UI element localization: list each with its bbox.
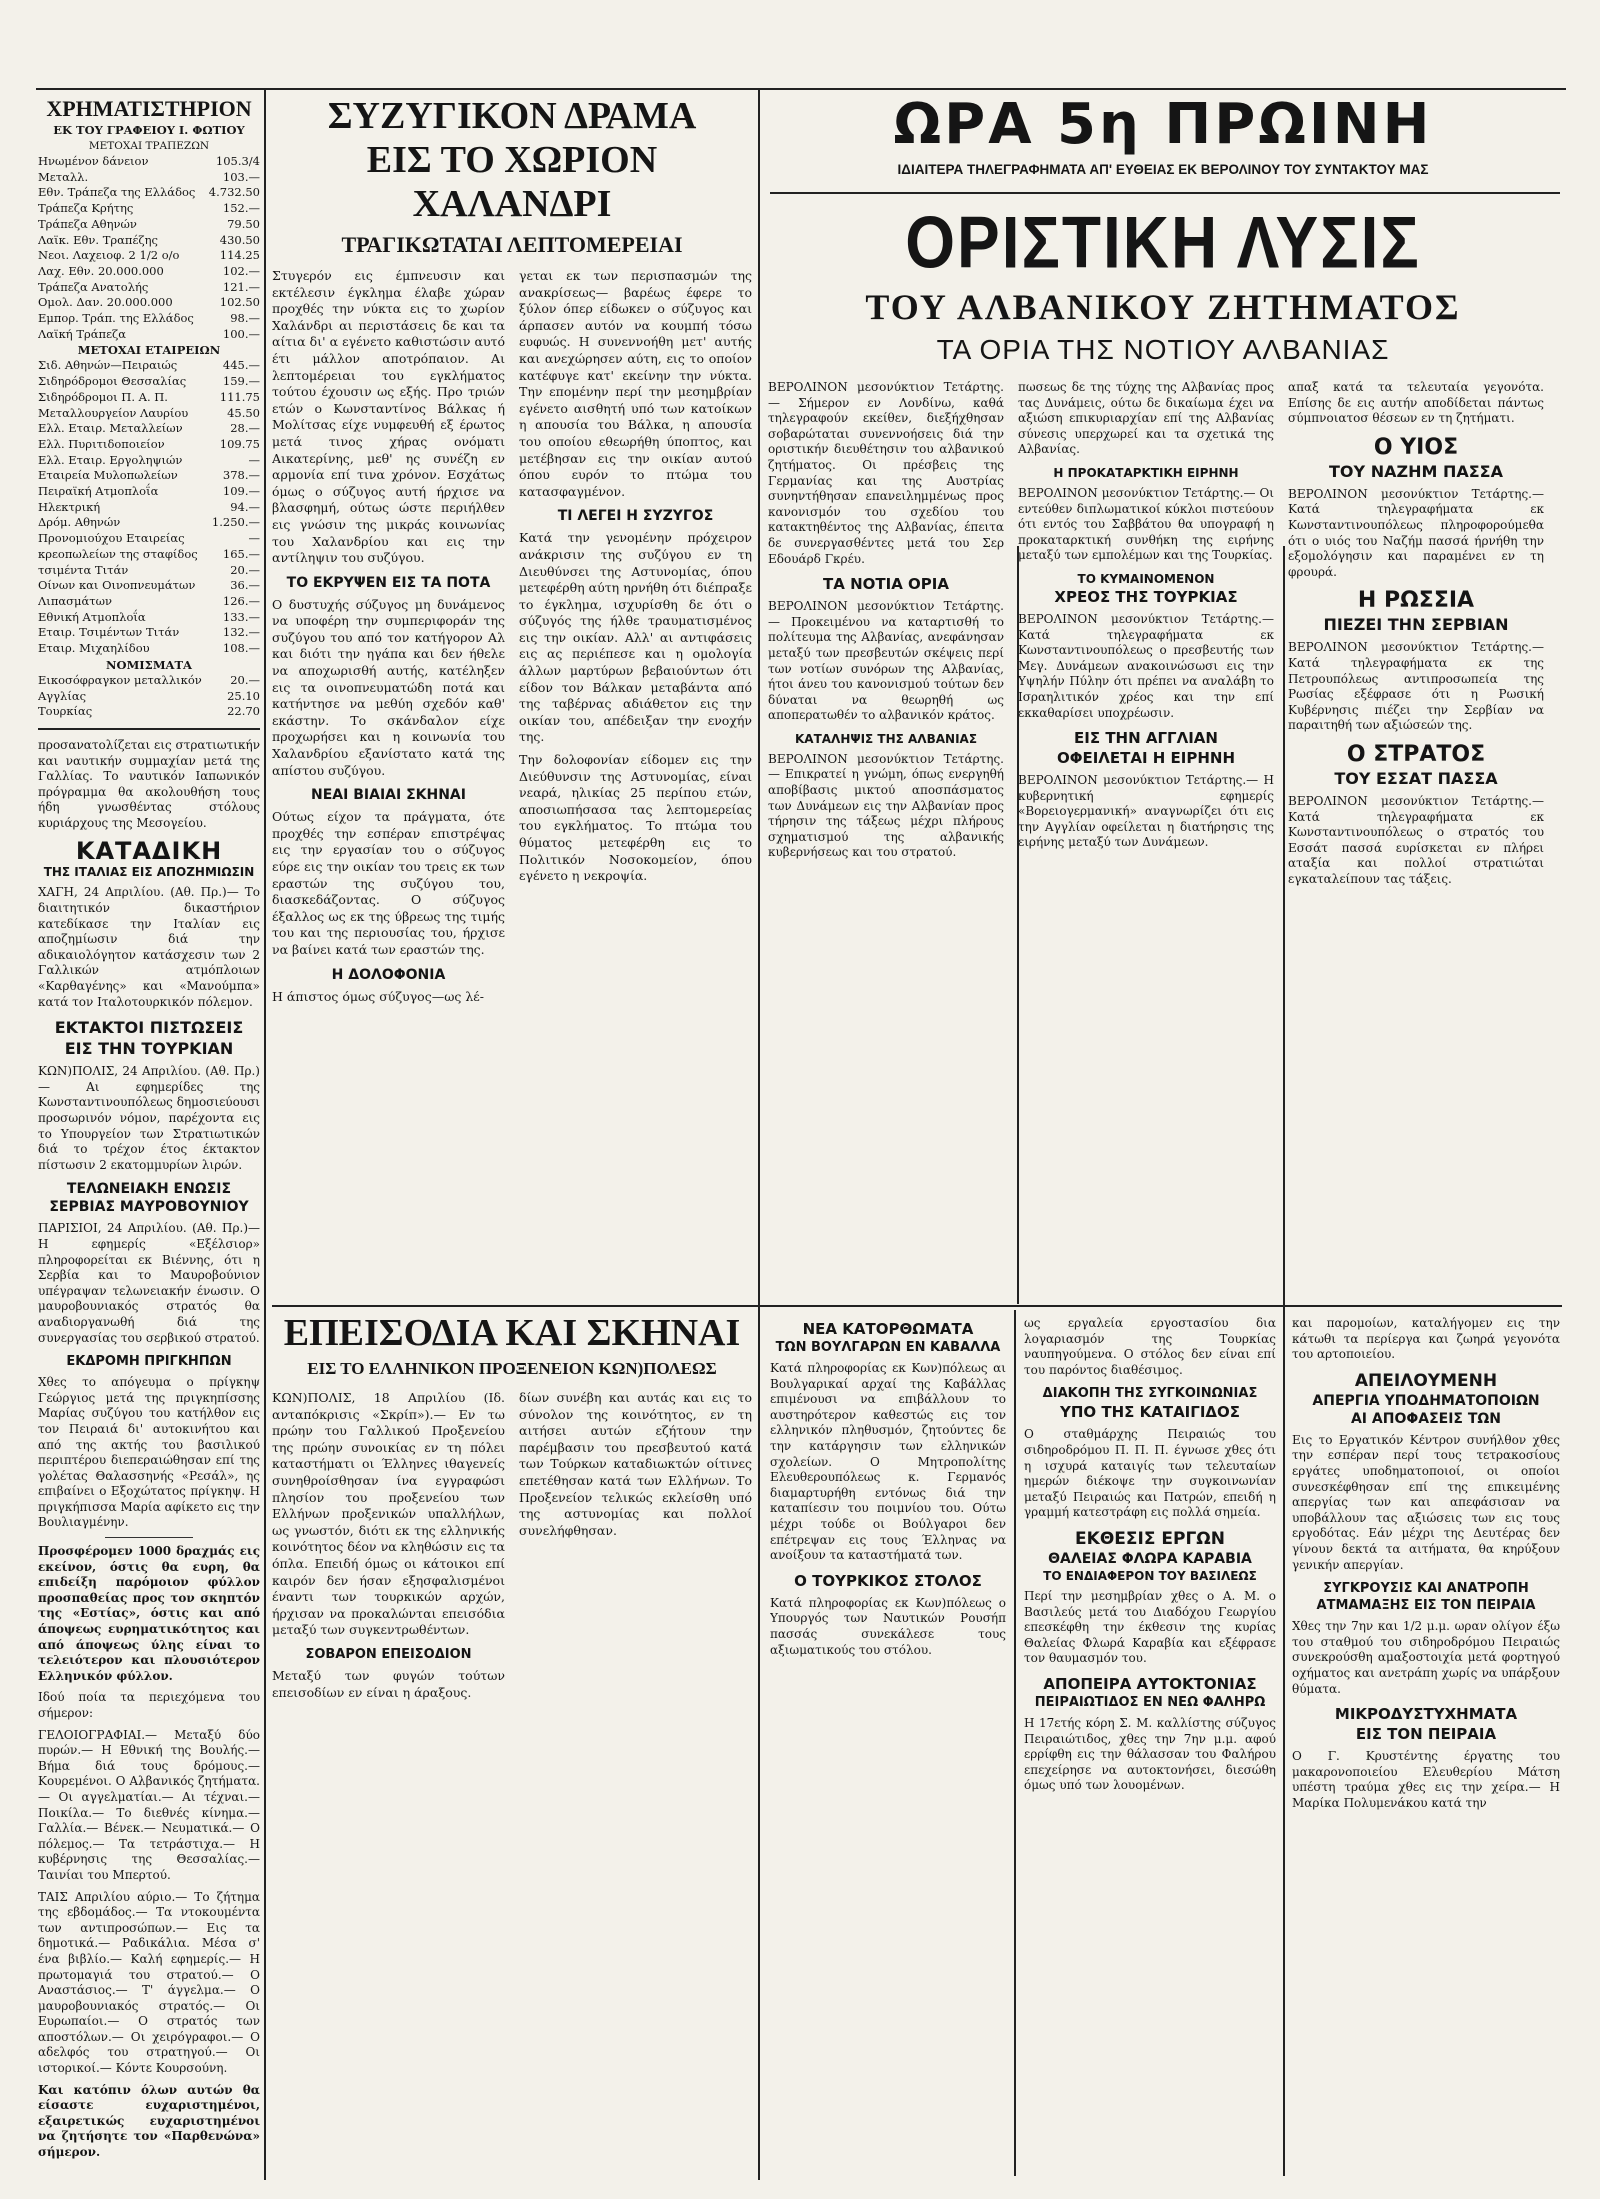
quote-row (38, 453, 260, 469)
quote-row (38, 358, 260, 374)
quote-row (38, 327, 260, 343)
quote-name: Προνομιούχου Εταιρείας (38, 531, 185, 546)
drama-sec4-text: Η άπιστος όμως σύζυγος—ως λέ- (272, 988, 484, 1004)
albania-subtitle: ΤΑ ΟΡΙΑ ΤΗΣ ΝΟΤΙΟΥ ΑΛΒΑΝΙΑΣ (936, 334, 1390, 365)
quote-row (38, 248, 260, 264)
england-title-2: ΟΦΕΙΛΕΤΑΙ Η ΕΙΡΗΝΗ (1056, 749, 1236, 768)
hour-title: ΩΡΑ 5η ΠΡΩΙΝΗ (893, 92, 1433, 157)
episodes-text-left: ΚΩΝ)ΠΟΛΙΣ, 18 Απριλίου (Ιδ. ανταπόκρισις «Σκρίπ»).— Εν τω πρώην του Γαλλικού Προξενείου της πρώην συνοικίας εν τη πόλει καταστήματι οι Έλληνες ιθαγενείς συνηθροίσθησαν ίνα εγγραφώσι πλησίον του προξενείου των Ελλήνων προξενικών υπαλλήλων, ως γνωστόν, διότι εκ της ελληνικής κοινότητος δέον να κληθώσιν εις τα όπλα. Επειδή όμως οι κάτοικοι επί καιρόν δεν ήσαν εξησφαλισμένοι έναντι των τουρκικών αρχών, ήρχισαν να προκαλώνται επεισόδια μεταξύ των συγκεντρωθέντων. (272, 1390, 505, 1638)
banks-table (38, 154, 260, 342)
kavala-title-1: ΝΕΑ ΚΑΤΟΡΘΩΜΑΤΑ (802, 1320, 974, 1338)
quote-row (38, 704, 260, 720)
quote-row (38, 295, 260, 311)
quote-value: 152.— (222, 201, 260, 216)
quote-name: Εθνική Ατμοπλοΐα (38, 609, 146, 624)
quote-name: Τράπεζα Κρήτης (38, 201, 134, 216)
quote-name: Τράπεζα Αθηνών (38, 216, 137, 231)
quote-name: Μεταλλουργείον Λαυρίου (38, 405, 189, 420)
quote-row (38, 641, 260, 657)
debt-title: ΤΟ ΚΥΜΑΙΝΟΜΕΝΟΝ (1077, 571, 1215, 586)
drama-sec1-text: Ο δυστυχής σύζυγος μη δυνάμενος να υποφέρη την συμπεριφοράν της συζύγου του από τον κατήγορον Αλ και διότι την ηγάπα και δεν ήθελε να αποχωρισθή αυτής, κατέληξεν εις τα οινοπνευματώδη ποτά και κατήντησε να μεθύη σχεδόν καθ' εκάστην. Το σκάνδαλον είχε προχωρήσει και η κοινωνία του Χαλανδρίου εξανίστατο κατά της απίστου συζύγου. (272, 596, 505, 778)
kavala-text: Κατά πληροφορίας εκ Κων)πόλεως αι Βουλγαρικαί αρχαί της Καβάλλας επιμένουσι να επιβάλλουν το αυστηρότερον καθεστώς εις τον ελληνικόν πληθυσμόν, ζητούντες δε την κατάργησιν των ελληνικών σχολείων. Ο Μητροπολίτης Ελευθερουπόλεως κ. Γερμανός διαμαρτυρήθη εντόνως διά την καταπίεσιν του ποιμνίου του. Ούτω μέχρι τούδε οι Βούλγαροι δεν επέτρεψαν εις τους Έλληνας να ανοίξουν τα καταστήματά των. (770, 1361, 1006, 1563)
quote-value: 28.— (230, 421, 260, 436)
banks-header: ΜΕΤΟΧΑΙ ΤΡΑΠΕΖΩΝ (88, 140, 210, 152)
top-rule (36, 88, 1566, 90)
quote-value: 109.75 (219, 436, 260, 451)
albania-text-c4: ΒΕΡΟΛΙΝΟΝ μεσονύκτιον Τετάρτης.— Κατά τηλεγραφήματα εκ Κωνσταντινουπόλεως ο στρατός του Εσσάτ πασσά ευρίσκεται εν πλήρει αταξία και πολλοί στρατιώται εγκαταλείπουν τας τάξεις. (1288, 793, 1544, 886)
strike-text: Εις το Εργατικόν Κέντρον συνήλθον χθες την εσπέραν περί τους τετρακοσίους εργάτες υποδηματοποιοί, οι οποίοι συνεσκέφθησαν επί της επικειμένης απεργίας των και απεφάσισαν να υποβάλλουν τας αξιώσεις των εις τους εργοδότας. Εάν μέχρι της Δευτέρας δεν γίνουν δεκτά τα αιτήματα, θα κηρύξουν γενικήν απεργίαν. (1292, 1432, 1560, 1572)
quote-value: 45.50 (227, 405, 260, 420)
albania-text-c2: ΒΕΡΟΛΙΝΟΝ μεσονύκτιον Τετάρτης.— Κατά τηλεγραφήματα εκ Κωνσταντινουπόλεως πληροφορούμεθα ότι ο υιός του Ναζήμ πασσά ήρνήθη την εξομολόγησιν και παραμένει εν τη φρουρά. (1288, 486, 1544, 579)
quote-row (38, 610, 260, 626)
quote-name: Ελλ. Πυριτιδοποιείον (38, 436, 165, 451)
albania-text-b3: ΒΕΡΟΛΙΝΟΝ μεσονύκτιον Τετάρτης.— Κατά τηλεγραφήματα εκ Κωνσταντινουπόλεως ο πρεσβευτής των Μεγ. Δυνάμεων ανακοινώσωσι εις την Υψηλήν Πύλην ότι πρέπει να αναλάβη το Ισραηλιτικόν χρέος και την επί εκκαθαρίσει υποχρέωσιν. (1018, 611, 1274, 720)
left-column (38, 92, 260, 2182)
suicide-text: Η 17ετής κόρη Σ. Μ. καλλίστης σύζυγος Πειραιώτιδος, χθες την 7ην μ.μ. αφού ερρίφθη εις την θάλασσαν του Φαλήρου επεχείρησε να αυτοκτονήσει, διεσώθη όμως υπό των λουομένων. (1024, 1715, 1276, 1793)
drama-sec3-text: Ούτως είχον τα πράγματα, ότε προχθές την εσπέραν επιστρέψας εις την εργασίαν του ο σύζυγος εύρε εις την οικίαν του τρεις εκ των εραστών της συζύγου του, διασκεδάζοντας. Ο σύζυγος έξαλλος ως εκ της ύβρεως της τιμής του και της περιουσίας του, ήρχισε να βαίνει κατά των εραστών της. (272, 809, 505, 957)
column-rule (1014, 1310, 1016, 2176)
quote-name: Εικοσόφραγκον μεταλλικόν (38, 672, 202, 687)
south-borders-title: ΤΑ ΝΟΤΙΑ ΟΡΙΑ (823, 575, 949, 594)
quote-name: Λαχ. Εθν. 20.000.000 (38, 263, 164, 278)
drama-sec1-title: ΤΟ ΕΚΡΥΨΕΝ ΕΙΣ ΤΑ ΠΟΤΑ (286, 574, 491, 591)
prince-text: Χθες το απόγευμα ο πρίγκηψ Γεώργιος μετά της πριγκηπίσσης Μαρίας συζύγου του κατήλθον εις τον Πειραιά δι' αυτοκινήτου και από της ακτής του βασιλικού περιπτέρου διεπεραιώθησαν επί της γολέτας Θαλασσηνής «Ρεσάλ», ης επιβαίνει ο Εξοχώτατος πρίγκηψ. Η πριγκήπισσα Μαρία αφίκετο εις την Βουλιαγμένην. (38, 1375, 260, 1530)
finance-subtitle: ΕΚ ΤΟΥ ΓΡΑΦΕΙΟΥ Ι. ΦΩΤΙΟΥ (53, 123, 245, 137)
tales-text: ΤΑΙΣ Απριλίου αύριο.— Το ζήτημα της εβδομάδος.— Τα ντοκουμέντα των αντιπροσώπων.— Εις τα δημοτικά.— Ραδικάλια. Μέσα σ' ένα βιβλίο.— Καλή εφημερίς.— Η πρωτομαγιά του στρατού.— Ο Αναστάσιος.— Τ' άγγελμα.— Ο μαυροβουνιακός στρατός.— Οι Ευρωπαίοι.— Ο στρατός των αποστόλων.— Οι χειρόγραφοι.— Ο αδελφός του στρατηγού.— Οι ιστορικοί.— Κόντε Κουρσούνη. (38, 1889, 260, 2076)
quote-name: Εταιρ. Μιχαηλίδου (38, 641, 150, 656)
quote-value: 114.25 (219, 248, 260, 263)
quote-row (38, 201, 260, 217)
collision-title-2: ΑΤΜΑΜΑΞΗΣ ΕΙΣ ΤΟΝ ΠΕΙΡΑΙΑ (1316, 1598, 1536, 1614)
quote-value: 133.— (222, 609, 260, 624)
quote-value: 430.50 (219, 232, 260, 247)
prince-title: ΕΚΔΡΟΜΗ ΠΡΙΓΚΗΠΩΝ (66, 1354, 232, 1370)
italy-text: ΧΑΓΗ, 24 Απριλίου. (Αθ. Πρ.)— Το διαιτητικόν δικαστήριον κατεδίκασε την Ιταλίαν εις αποζημίωσιν διά την αδικαιολόγητον κατάσχεσιν των 2 Γαλλικών ατμόπλοιων «Καρθαγένης» και «Μανούμπα» κατά τον Ιταλοτουρκικόν πόλεμον. (38, 885, 260, 1009)
debt-title-2: ΧΡΕΟΣ ΤΗΣ ΤΟΥΡΚΙΑΣ (1054, 587, 1238, 606)
episodes-title-2: ΕΙΣ ΤΟ ΕΛΛΗΝΙΚΟΝ ΠΡΟΞΕΝΕΙΟΝ ΚΩΝ)ΠΟΛΕΩΣ (307, 1359, 717, 1378)
expo-title-2: ΘΑΛΕΙΑΣ ΦΛΩΡΑ ΚΑΡΑΒΙΑ (1048, 1550, 1252, 1567)
serious-episode-title: ΣΟΒΑΡΟΝ ΕΠΕΙΣΟΔΙΟΝ (305, 1646, 472, 1662)
son-title-2: ΤΟΥ ΝΑΖΗΜ ΠΑΣΣΑ (1329, 461, 1503, 481)
quote-name: Τουρκίας (38, 704, 93, 719)
expo-title-1: ΕΚΘΕΣΙΣ ΕΡΓΩΝ (1075, 1528, 1225, 1549)
quote-row (38, 406, 260, 422)
quote-name: Πειραϊκή Ατμοπλοΐα (38, 484, 159, 499)
turkey-subtitle: ΕΙΣ ΤΗΝ ΤΟΥΡΚΙΑΝ (64, 1039, 234, 1059)
quote-value: 102.— (222, 263, 260, 278)
albania-text-b4: ΒΕΡΟΛΙΝΟΝ μεσονύκτιον Τετάρτης.— Η κυβερνητική εφημερίς «Βορειογερμανική» αναγνωρίζει ότι εις την Αγγλίαν οφείλεται η διατήρησις της ειρήνης μεταξύ των Δυνάμεων. (1018, 773, 1274, 850)
quote-value: 25.10 (227, 688, 260, 703)
quote-name: Λιπασμάτων (38, 593, 112, 608)
drama-article (272, 92, 752, 1302)
minor-text: Ο Γ. Κρυστέντης έργατης του μακαρονοποιείου Ελευθερίου Μάτση υπέστη τραύμα χθες εις την χείρα.— Η Μαρίκα Πολυμενάκου κατά την (1292, 1749, 1560, 1810)
kavala-article (770, 1310, 1006, 2180)
companies-header: ΜΕΤΟΧΑΙ ΕΤΑΙΡΕΙΩΝ (77, 343, 221, 358)
column-rule (758, 90, 760, 2180)
column-rule (264, 90, 266, 2180)
strike-title-2: ΑΠΕΡΓΙΑ ΥΠΟΔΗΜΑΤΟΠΟΙΩΝ (1312, 1392, 1540, 1409)
hour-subtitle: ΙΔΙΑΙΤΕΡΑ ΤΗΛΕΓΡΑΦΗΜΑΤΑ ΑΠ' ΕΥΘΕΙΑΣ ΕΚ ΒΕΡΟΛΙΝΟΥ ΤΟΥ ΣΥΝΤΑΚΤΟΥ ΜΑΣ (897, 162, 1429, 177)
expo-text: Περί την μεσημβρίαν χθες ο Α. Μ. ο Βασιλεύς μετά του Διαδόχου Γεωργίου επεσκέφθη την έκθεσιν της κυρίας Θαλείας Φλωρά Καραβία και εξέφρασε τον θαυμασμόν του. (1024, 1588, 1276, 1666)
quote-row (38, 311, 260, 327)
quote-name: Ηλεκτρική (38, 499, 101, 514)
quote-name: Δρόμ. Αθηνών (38, 515, 121, 530)
quote-value: 100.— (222, 326, 260, 341)
quote-value: 132.— (222, 625, 260, 640)
russia-title-2: ΠΙΕΖΕΙ ΤΗΝ ΣΕΡΒΙΑΝ (1323, 615, 1509, 635)
quote-row (38, 689, 260, 705)
suicide-title-1: ΑΠΟΠΕΙΡΑ ΑΥΤΟΚΤΟΝΙΑΣ (1043, 1674, 1257, 1693)
currencies-header: ΝΟΜΙΣΜΑΤΑ (106, 657, 192, 672)
quote-row (38, 484, 260, 500)
quote-value: — (248, 531, 260, 546)
episodes-title-1: ΕΠΕΙΣΟΔΙΑ ΚΑΙ ΣΚΗΝΑΙ (283, 1312, 741, 1354)
quote-row (38, 625, 260, 641)
quote-name: Σιδ. Αθηνών—Πειραιώς (38, 358, 178, 373)
quote-row (38, 531, 260, 547)
expo-subtitle: ΤΟ ΕΝΔΙΑΦΕΡΟΝ ΤΟΥ ΒΑΣΙΛΕΩΣ (1043, 1568, 1257, 1583)
right-low-column (1292, 1310, 1560, 2180)
quote-value: 94.— (230, 499, 260, 514)
comms-title-1: ΔΙΑΚΟΠΗ ΤΗΣ ΣΥΓΚΟΙΝΩΝΙΑΣ (1042, 1386, 1258, 1402)
england-title: ΕΙΣ ΤΗΝ ΑΓΓΛΙΑΝ (1074, 729, 1218, 748)
episodes-article (272, 1310, 752, 2180)
quote-value: 20.— (230, 672, 260, 687)
serbia-subtitle: ΣΕΡΒΙΑΣ ΜΑΥΡΟΒΟΥΝΙΟΥ (49, 1199, 249, 1216)
albania-title-2: ΤΟΥ ΑΛΒΑΝΙΚΟΥ ΖΗΤΗΜΑΤΟΣ (865, 287, 1461, 327)
quote-name: κρεοπωλείων της σταφίδος (38, 546, 198, 561)
fleet-title: Ο ΤΟΥΡΚΙΚΟΣ ΣΤΟΛΟΣ (794, 1571, 982, 1590)
quote-name: Μεταλλ. (38, 169, 89, 184)
contents-text: ΓΕΛΟΙΟΓΡΑΦΙΑΙ.— Μεταξύ δύο πυρών.— Η Εθνική της Βουλής.— Βήμα διά τους δρόμους.— Κουρεμένοι. Ο Αλβανικός ζητήματα.— Οι αγγελματίαι.— Αι τέχναι.— Ποικίλα.— Το διεθνές κίνημα.— Γαλλία.— Βένεκ.— Νευματικά.— Ο πόλεμος.— Τα τετράστιχα.— Η κυβέρνησις της Θεσσαλίας.— Ταινίαι του Μπερτού. (38, 1727, 260, 1882)
intro-text: προσανατολίζεται εις στρατιωτικήν και ναυτικήν συμμαχίαν μετά της Γαλλίας. Το ναυτικόν Ιαπωνικόν πρόγραμμα θα ακολουθήση τους ήδη γνωσθέντας στόλους κυριάρχους της Μεσογείου. (38, 737, 260, 830)
comms-title-2: ΥΠΟ ΤΗΣ ΚΑΤΑΙΓΙΔΟΣ (1059, 1403, 1241, 1422)
quote-value: 103.— (222, 169, 260, 184)
quote-row (38, 468, 260, 484)
quote-row (38, 170, 260, 186)
quote-value: 1.250.— (211, 515, 260, 530)
quote-value: 22.70 (227, 704, 260, 719)
quote-value: 105.3/4 (215, 154, 260, 168)
albania-article (768, 200, 1558, 1300)
quote-value: 126.— (222, 593, 260, 608)
quote-row (38, 280, 260, 296)
comms-text: Ο σταθμάρχης Πειραιώς του σιδηροδρόμου Π. Π. Π. έγνωσε χθες ότι η ισχυρά καταιγίς των τελευταίων ημερών διέκοψε την συγκοινωνίαν μεταξύ Πειραιώς και Πατρών, επειδή η γραμμή κατεστράφη εις πολλά σημεία. (1024, 1427, 1276, 1520)
quote-row (38, 390, 260, 406)
albania-text-c3: ΒΕΡΟΛΙΝΟΝ μεσονύκτιον Τετάρτης.— Κατά τηλεγραφήματα εκ της Πετρουπόλεως αντιπροσωπεία της Ρωσίας εξέφρασε ότι η Ρωσική Κυβέρνησις πιέζει την Σερβίαν να παραιτηθή των αξιώσεών της. (1288, 640, 1544, 733)
quote-name: Οίνων και Οινοπνευμάτων (38, 578, 196, 593)
section-rule (272, 1305, 1562, 1307)
quote-row (38, 547, 260, 563)
quote-name: Αγγλίας (38, 688, 87, 703)
comms-article (1024, 1310, 1276, 2180)
right-low-intro: και παρομοίων, καταλήγομεν εις την κάτωθι τα περίεργα και ζωηρά γεγονότα του αρτοποιείου. (1292, 1316, 1560, 1362)
quote-name: Εμπορ. Τράπ. της Ελλάδος (38, 311, 194, 326)
drama-sec2-text: Κατά την γενομένην πρόχειρον ανάκρισιν της συζύγου εν τη Διευθύνσει της Αστυνομίας, όπου μετεφέρθη αύτη ηρνήθη ότι διέπραξε το έγκλημα, ισχυρίσθη δε ότι ο σύζυγός της ήλθε τραυματισμένος εις την οικίαν. Αλλ' αι αντιφάσεις εις ας περιέπεσε και η ομολογία άλλων μαρτύρων βεβαιούντων ότι είδον τον Βάλκαν μεταβάντα από της ταβέρνας αδιάθετον εις την οικίαν του, απέδειξαν την ενοχήν της. (519, 530, 752, 745)
seize-title: ΚΑΤΑΛΗΨΙΣ ΤΗΣ ΑΛΒΑΝΙΑΣ (794, 731, 978, 746)
quote-value: 109.— (222, 484, 260, 499)
drama-text-right: γεται εκ των περισπασμών της ανακρίσεως— βαρέως έφερε το ξύλον όπερ είδωκεν ο σύζυγος και άρπασεν αυτόν να κουμπή τόσω ευφυώς. Η συνεννοήθη μετ' αυτής και ανεχώρησεν αύτη, εις το οποίον κατέφυγε κατ' εκείνην την νύκτα. Την επομένην περί την μεσημβρίαν εγένετο αισθητή υπό των κατοίκων η απουσία του Βάλκα, η απουσία του οποίου εθεωρήθη ύποπτος, και μετέβησαν εις την οικίαν αυτού όπου ευρόν το πτώμα του κατασφαγμένον. (519, 268, 752, 499)
albania-text-b2: ΒΕΡΟΛΙΝΟΝ μεσονύκτιον Τετάρτης.— Οι εντεύθεν διπλωματικοί κύκλοι πιστεύουν ότι εντός του Σαββάτου θα υπογραφή η προκαταρκτική συνθήκη της ειρήνης μεταξύ των εμπολέμων και της Τουρκίας. (1018, 485, 1274, 563)
quote-row (38, 154, 260, 170)
quote-row (38, 673, 260, 689)
drama-title-1: ΣΥΖΥΓΙΚΟΝ ΔΡΑΜΑ (327, 95, 697, 137)
albania-text-a3: ΒΕΡΟΛΙΝΟΝ μεσονύκτιον Τετάρτης.— Επικρατεί η γνώμη, όπως ενεργηθή αποβίβασις μικτού αποσπάσματος των Δυνάμεων εις την Αλβανίαν προς τήρησιν της τάξεως μέχρι πλήρους σχηματισμού της αλβανικής κυβερνήσεως και του στρατού. (768, 751, 1004, 860)
albania-text-c: απαξ κατά τα τελευταία γεγονότα. Επίσης δε εις αυτήν αποδίδεται πάντως σύμπνοιατοσ θέσεων εν τη ζητήματι. (1288, 380, 1544, 426)
quote-name: Ελλ. Εταιρ. Εργοληψιών (38, 452, 183, 467)
quote-value: 102.50 (219, 295, 260, 310)
quote-name: Εθν. Τράπεζα της Ελλάδος (38, 185, 196, 200)
serious-episode-text: Μεταξύ των φυγών τούτων επεισοδίων εν είναι η άραξους. (272, 1667, 505, 1700)
collision-title-1: ΣΥΓΚΡΟΥΣΙΣ ΚΑΙ ΑΝΑΤΡΟΠΗ (1323, 1581, 1529, 1597)
quote-value: 159.— (222, 374, 260, 389)
quote-row (38, 578, 260, 594)
quote-row (38, 594, 260, 610)
minor-title-1: ΜΙΚΡΟΔΥΣΤΥΧΗΜΑΤΑ (1334, 1705, 1518, 1724)
offer-text: Προσφέρομεν 1000 δραχμάς εις εκείνον, όστις θα ευρη, θα επιδείξη παρόμοιον φύλλον προσπαθείας προς τον σκηπτόν της «Εστίας», όστις και από άποψεως ευρηματικότητος και από άποψεως ύλης είναι το τελειότερον και πλουσιότερον Ελληνικόν φύλλον. (38, 1544, 260, 1683)
strike-title-3: ΑΙ ΑΠΟΦΑΣΕΙΣ ΤΩΝ (1350, 1410, 1502, 1427)
quote-value: 121.— (222, 279, 260, 294)
italy-subtitle: ΤΗΣ ΙΤΑΛΙΑΣ ΕΙΣ ΑΠΟΖΗΜΙΩΣΙΝ (43, 865, 255, 880)
turkey-title: ΕΚΤΑΚΤΟΙ ΠΙΣΤΩΣΕΙΣ (54, 1018, 244, 1038)
currencies-table (38, 673, 260, 720)
italy-title: ΚΑΤΑΔΙΚΗ (75, 837, 223, 866)
quote-value: 4.732.50 (208, 185, 260, 200)
hour-banner (768, 92, 1558, 192)
quote-value: 79.50 (227, 216, 260, 231)
drama-subtitle: ΤΡΑΓΙΚΩΤΑΤΑΙ ΛΕΠΤΟΜΕΡΕΙΑΙ (341, 232, 683, 257)
quote-value: 165.— (222, 546, 260, 561)
minor-title-2: ΕΙΣ ΤΟΝ ΠΕΙΡΑΙΑ (1355, 1725, 1497, 1744)
quote-row (38, 217, 260, 233)
quote-name: Νεοι. Λαχειοφ. 2 1/2 ο/ο (38, 248, 180, 263)
quote-row (38, 421, 260, 437)
quote-name: Σιδηρόδρομοι Θεσσαλίας (38, 374, 187, 389)
serbia-text: ΠΑΡΙΣΙΟΙ, 24 Απριλίου. (Αθ. Πρ.)— Η εφημερίς «Εξέλσιορ» πληροφορείται εκ Βιέννης, ότι η Σερβία και το Μαυροβούνιον υπέγραψαν τελωνειακήν ένωσιν. Ο μαυροβουνιακός στρατός θα αναδιοργανωθή διά της συνεργασίας του σερβικού στρατού. (38, 1221, 260, 1345)
suicide-title-2: ΠΕΙΡΑΙΩΤΙΔΟΣ ΕΝ ΝΕΩ ΦΑΛΗΡΩ (1034, 1694, 1266, 1710)
quote-name: Ελλ. Εταιρ. Μεταλλείων (38, 421, 183, 436)
quote-name: Λαϊκή Τράπεζα (38, 326, 127, 341)
quote-name: Τράπεζα Ανατολής (38, 279, 149, 294)
peace-title: Η ΠΡΟΚΑΤΑΡΚΤΙΚΗ ΕΙΡΗΝΗ (1053, 465, 1239, 480)
quote-name: Εταιρεία Μυλοπωλείων (38, 468, 178, 483)
quote-row (38, 515, 260, 531)
drama-sec4-title: Η ΔΟΛΟΦΟΝΙΑ (331, 966, 446, 983)
quote-value: 445.— (222, 358, 260, 373)
quote-row (38, 563, 260, 579)
strike-title-1: ΑΠΕΙΛΟΥΜΕΝΗ (1354, 1370, 1498, 1391)
quote-row (38, 500, 260, 516)
quote-name: Λαϊκ. Εθν. Τραπέζης (38, 232, 158, 247)
collision-text: Χθες την 7ην και 1/2 μ.μ. ωραν ολίγον έξω του σταθμού του σιδηροδρόμου Πειραιώς συνεκρούσθη αμαξοστοιχία μετά φορτηγού οχήματος και ανετράπη χωρίς να υπάρξουν θύματα. (1292, 1619, 1560, 1696)
finance-title: ΧΡΗΜΑΤΙΣΤΗΡΙΟΝ (46, 96, 252, 121)
quote-row (38, 185, 260, 201)
divider (105, 1537, 194, 1538)
quote-value: 378.— (222, 468, 260, 483)
turkey-text: ΚΩΝ)ΠΟΛΙΣ, 24 Απριλίου. (Αθ. Πρ.)— Αι εφημερίδες της Κωνσταντινουπόλεως δημοσιεύουσι προσωρινόν νόμον, παρέχοντα εις το Υπουργείον των Στρατιωτικών διά το τρέχον έτος έκτακτον πίστωσιν 2 εκατομμυρίων λιρών. (38, 1064, 260, 1172)
episodes-text-right: δίων συνέβη και αυτάς και εις το σύνολον της κοινότητος, εν τη αιτήσει αυτών εζήτουν την παρέμβασιν του πρεσβευτού κατά των Τούρκων καταδιωκτών οίτινες επετέθησαν κατά των Ελλήνων. Το Προξενείον τελικώς εκλείσθη υπό της αστυνομίας και πολλοί συνελήφθησαν. (519, 1390, 752, 1538)
quote-name: Εταιρ. Τσιμέντων Τιτάν (38, 625, 180, 640)
quote-value: — (248, 452, 260, 467)
quote-name: Σιδηρόδρομοι Π. Α. Π. (38, 389, 168, 404)
drama-sec4-text-right: Την δολοφονίαν είδομεν εις την Διεύθυνσιν της Αστυνομίας, είναι νεαρά, ηλικίας 25 περίπου ετών, αποσιωπήσασα τας λεπτομερείας του εγκλήματος. Το πτώμα του θύματος μετεφέρθη εις το Πολιτικόν Νοσοκομείον, όπου εγένετο η νεκροψία. (519, 752, 752, 884)
kavala-title-2: ΤΩΝ ΒΟΥΛΓΑΡΩΝ ΕΝ ΚΑΒΑΛΛΑ (775, 1340, 1001, 1355)
albania-text-b: πωσεως δε της τύχης της Αλβανίας προς τας Δυνάμεις, ούτω δε δικαίωμα έχει να αξιώση επικυριαρχίαν επί της Αλβανίας σύνεσις υπερχωρεί και τα σχετικά της Αλβανίας. (1018, 380, 1274, 457)
son-title: Ο ΥΙΟΣ (1373, 434, 1459, 460)
quote-value: 98.— (230, 311, 260, 326)
comms-intro: ως εργαλεία εργοστασίου δια λογαριασμόν της Τουρκίας ναυπηγούμενα. Ο στόλος δεν είναι επί του παρόντος διαθέσιμος. (1024, 1316, 1276, 1377)
drama-sec2-title: ΤΙ ΛΕΓΕΙ Η ΣΥΖΥΓΟΣ (557, 508, 714, 525)
albania-text-a2: ΒΕΡΟΛΙΝΟΝ μεσονύκτιον Τετάρτης.— Προκειμένου να καταρτισθή το πολίτευμα της Αλβανίας, ανεφάνησαν μεταξύ των πρεσβευτών σκέψεις περί των νοτίων συνόρων της Αλβανίας, ήτοι άνευ του κανονισμού τούτων δεν δύναται να θεωρηθή ως αποπερατωθέν το αλβανικόν κράτος. (768, 599, 1004, 723)
drama-sec3-title: ΝΕΑΙ ΒΙΑΙΑΙ ΣΚΗΝΑΙ (311, 787, 466, 804)
offer-note: Ιδού ποία τα περιεχόμενα του σήμερον: (38, 1690, 260, 1720)
quote-row (38, 374, 260, 390)
quote-row (38, 233, 260, 249)
quote-value: 108.— (222, 641, 260, 656)
drama-title-2: ΕΙΣ ΤΟ ΧΩΡΙΟΝ ΧΑΛΑΝΔΡΙ (366, 139, 658, 225)
quote-row (38, 437, 260, 453)
albania-text-a: ΒΕΡΟΛΙΝΟΝ μεσονύκτιον Τετάρτης.— Σήμερον εν Λονδίνω, καθά τηλεγραφούν εκείθεν, διεξήχθησαν σοβαρώταται συνεννοήσεις διά την οριστικήν διευθέτησιν του αλβανικού ζητήματος. Οι πρέσβεις της Γερμανίας και της Αυστρίας συνηντήθησαν επανειλημμένως προς κανονισμόν του σχεδίου του κατακτηθέντος της Αλβανίας, έπειτα δε συνεργασθέντες μετά του Σερ Εδουάρδ Γκρέυ. (768, 380, 1004, 566)
quote-value: 36.— (230, 578, 260, 593)
albania-title-1: ΟΡΙΣΤΙΚΗ ΛΥΣΙΣ (905, 200, 1421, 284)
quote-name: Ομολ. Δαν. 20.000.000 (38, 295, 173, 310)
russia-title: Η ΡΩΣΣΙΑ (1357, 588, 1475, 614)
quote-row (38, 264, 260, 280)
closing-text: Και κατόπιν όλων αυτών θα είσαστε ευχαριστημένοι, εξαιρετικώς ευχαριστημένοι να ζητήσητε τον «Παρθενώνα» σήμερον. (38, 2082, 260, 2160)
quote-name: Ηνωμένον δάνειον (38, 154, 149, 168)
fleet-text: Κατά πληροφορίας εκ Κων)πόλεως ο Υπουργός των Ναυτικών Ρουσήπ πασσάς συνεκάλεσε τους αξιωματικούς του στόλου. (770, 1595, 1006, 1657)
quote-name: τσιμέντα Τιτάν (38, 562, 129, 577)
quote-value: 20.— (230, 562, 260, 577)
quote-value: 111.75 (219, 389, 260, 404)
companies-table (38, 358, 260, 656)
section-rule (770, 192, 1560, 194)
serbia-title: ΤΕΛΩΝΕΙΑΚΗ ΕΝΩΣΙΣ (66, 1181, 232, 1198)
army-title-2: ΤΟΥ ΕΣΣΑΤ ΠΑΣΣΑ (1334, 768, 1498, 788)
army-title: Ο ΣΤΡΑΤΟΣ (1346, 741, 1486, 767)
drama-text-left: Στυγερόν εις έμπνευσιν και εκτέλεσιν έγκλημα έλαβε χώραν προχθές την νύκτα εις το χωρίον Χαλάνδρι αι περιστάσεις δε και τα αίτια δι' α εγένετο καθιστώσιν αυτό έτι μάλλον αποτρόπαιον. Αι λεπτομέρειαι του εγκλήματος τούτου έχουσιν ως εξής. Προ τριών ετών ο Κωνσταντίνος Βάλκας ή Μολίτσας είχε νυμφευθή εξ έρωτος μετά τινος χήρας ονόματι Αικατερίνης, μεθ' ης συνέζη εν αρμονία επί τινα χρόνον. Εσχάτως όμως ο σύζυγος αυτή ήρχισε να βλασφημή, ούτως ώστε περιήλθεν εις γνώσιν της μικράς κοινωνίας του Χαλανδρίου και εις την αντίληψιν του συζύγου. (272, 268, 505, 566)
